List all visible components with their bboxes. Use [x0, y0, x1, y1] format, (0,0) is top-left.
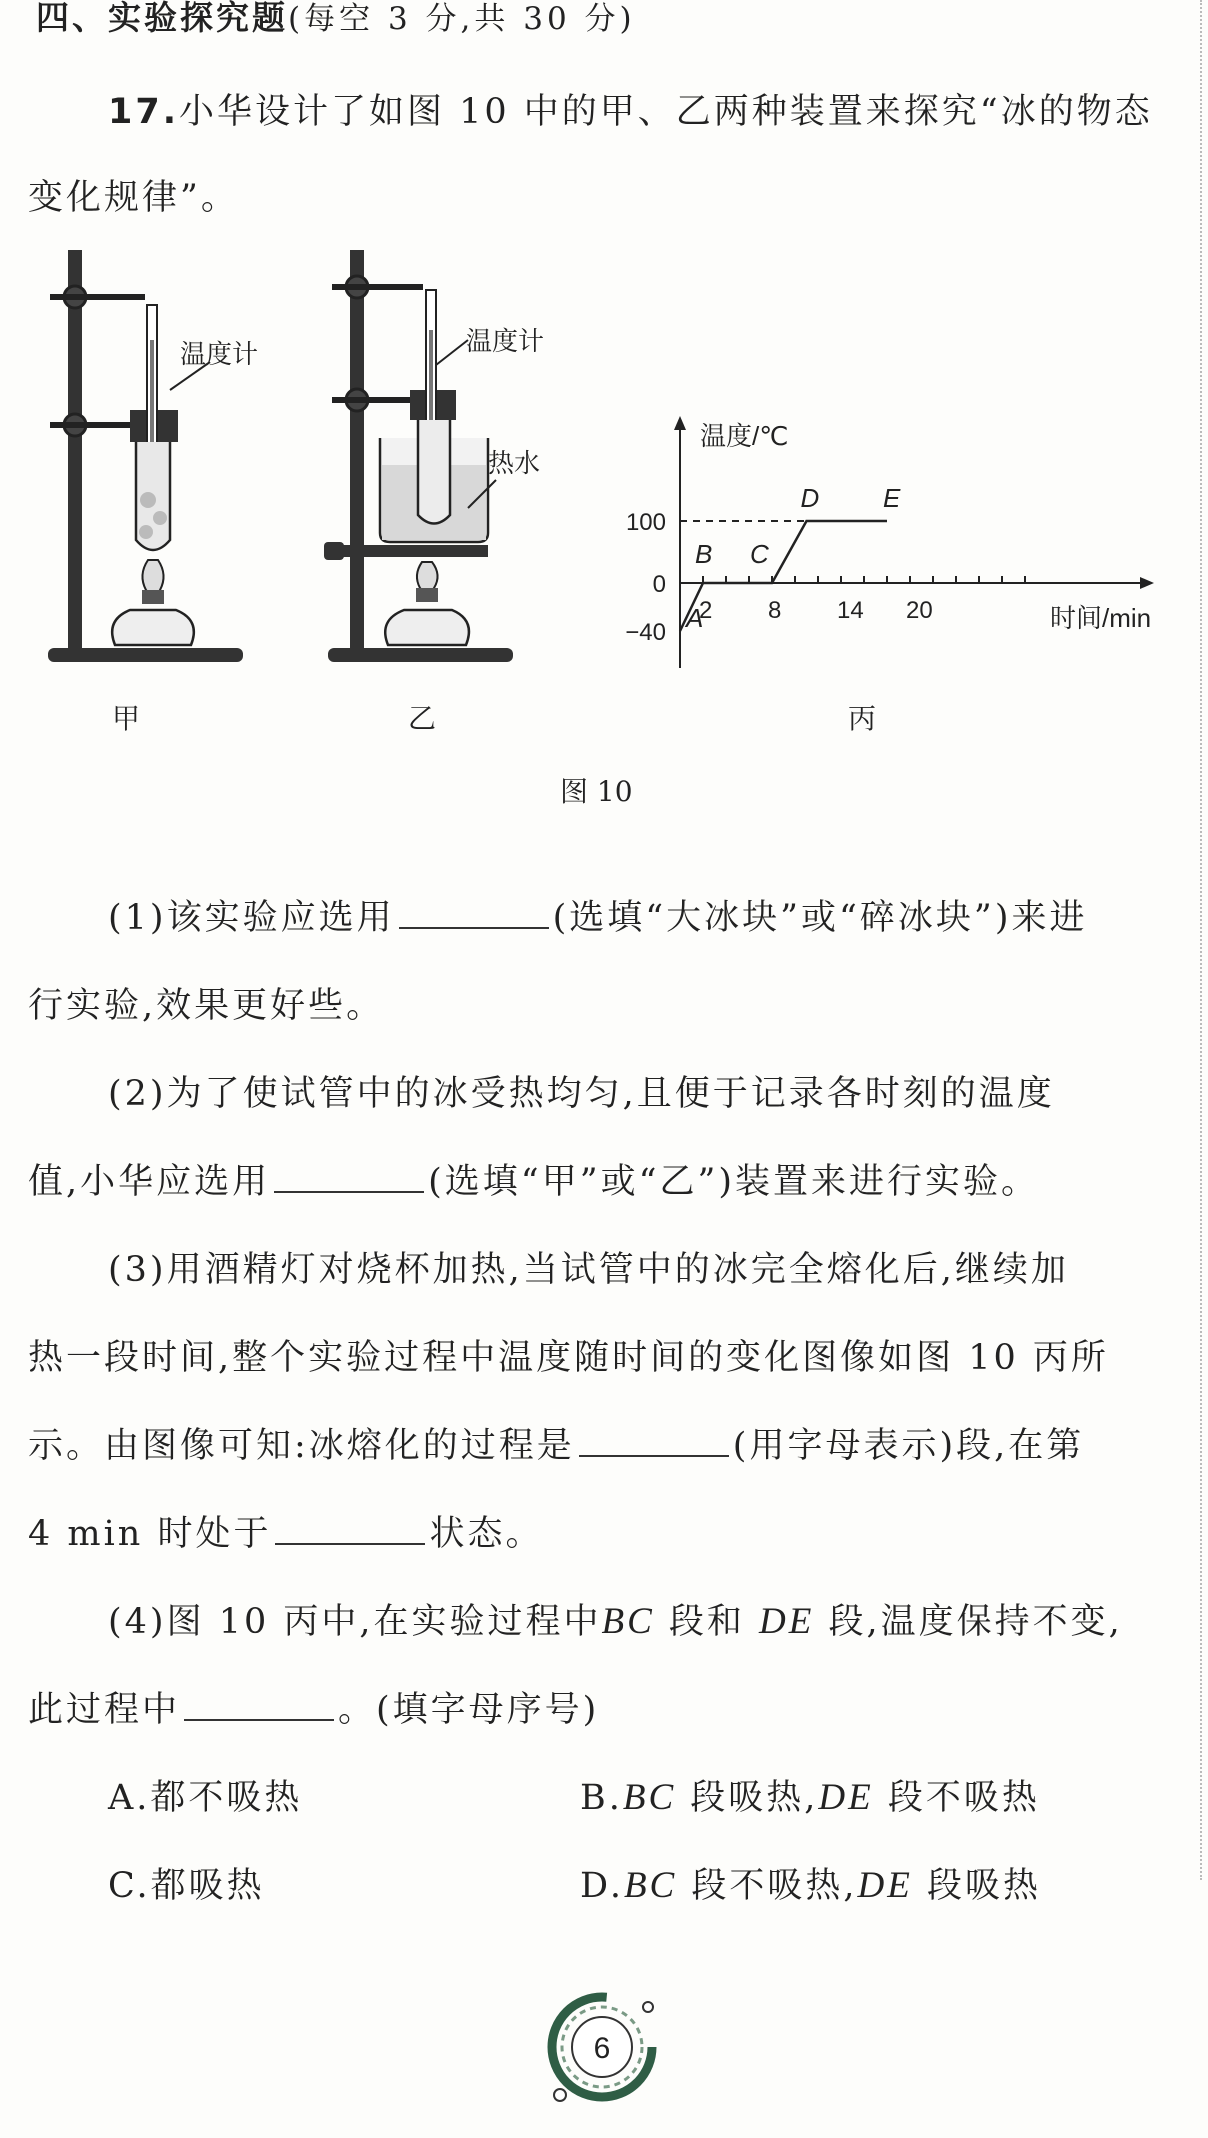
part-4-line2 — [28, 1682, 599, 1732]
figure-caption: 图 10 — [560, 775, 633, 808]
question-stem-line2: 变化规律”。 — [28, 178, 239, 218]
y-tick-label: 100 — [625, 509, 666, 536]
option-d-t1: 段不吸热, — [677, 1866, 858, 1906]
part-3-line2: 热一段时间,整个实验过程中温度随时间的变化图像如图 10 丙所 — [28, 1338, 1109, 1378]
x-tick-label: 8 — [768, 597, 782, 624]
part-4-text-b: 段,温度保持不变, — [814, 1602, 1123, 1642]
part-1-blank[interactable] — [399, 897, 549, 929]
part-2-text-c: (选填“甲”或“乙”)装置来进行实验。 — [428, 1162, 1040, 1202]
x-tick-label: 2 — [699, 597, 713, 624]
part-4-and: 段和 — [654, 1602, 760, 1642]
apparatus-yi — [318, 250, 578, 670]
option-c-text: 都吸热 — [150, 1866, 265, 1906]
section-title: 四、实验探究题 — [36, 0, 288, 37]
part-4-text-d: 。(填字母序号) — [338, 1690, 600, 1730]
x-tick-label: 20 — [906, 597, 933, 624]
section-points: (每空 3 分,共 30 分) — [288, 1, 636, 37]
part-2-text-b: 值,小华应选用 — [28, 1162, 271, 1202]
segment-de: DE — [759, 1601, 815, 1642]
part-3-text-f: 状态。 — [429, 1514, 544, 1554]
option-b[interactable] — [580, 1770, 1040, 1820]
option-b-seg1: BC — [622, 1777, 677, 1818]
point-label-b: B — [695, 539, 713, 569]
part-3-line4 — [28, 1506, 543, 1556]
option-c[interactable] — [108, 1858, 265, 1908]
jia-label: 甲 — [112, 702, 141, 735]
part-3-text-e: 4 min 时处于 — [28, 1514, 272, 1554]
page-number: 6 — [593, 2032, 611, 2065]
part-3-line1: (3)用酒精灯对烧杯加热,当试管中的冰完全熔化后,继续加 — [108, 1250, 1069, 1290]
point-label-c: C — [750, 539, 769, 569]
option-b-letter: B. — [580, 1778, 623, 1818]
part-1-line1 — [108, 890, 1087, 940]
question-stem-line1 — [108, 84, 1153, 134]
y-tick-label: −40 — [625, 619, 666, 646]
option-a-text: 都不吸热 — [150, 1778, 303, 1818]
page-number-badge — [540, 1985, 670, 2115]
part-2-line1: (2)为了使试管中的冰受热均匀,且便于记录各时刻的温度 — [108, 1074, 1055, 1114]
x-axis-label: 时间/min — [1050, 603, 1152, 633]
part-3-blank-2[interactable] — [275, 1513, 425, 1545]
yi-label: 乙 — [408, 702, 437, 735]
part-3-text-c: 示。由图像可知:冰熔化的过程是 — [28, 1426, 575, 1466]
y-axis-label: 温度/℃ — [700, 421, 789, 451]
option-a-letter: A. — [108, 1778, 151, 1818]
apparatus-jia — [30, 250, 260, 670]
part-4-blank[interactable] — [184, 1689, 334, 1721]
part-2-line2 — [28, 1154, 1039, 1204]
margin-rule — [1200, 0, 1202, 1880]
option-d-seg1: BC — [623, 1865, 678, 1906]
point-label-d: D — [800, 483, 820, 513]
option-d-seg2: DE — [857, 1865, 913, 1906]
y-tick-label: 0 — [652, 571, 666, 598]
bing-label: 丙 — [848, 702, 877, 735]
option-d[interactable] — [580, 1858, 1041, 1908]
part-2-blank[interactable] — [274, 1161, 424, 1193]
option-a[interactable] — [108, 1770, 302, 1820]
part-1-text-b: (选填“大冰块”或“碎冰块”)来进 — [552, 898, 1088, 938]
part-1-text-a: (1)该实验应选用 — [108, 898, 395, 938]
part-3-line3 — [28, 1418, 1084, 1468]
section-header — [36, 0, 636, 39]
point-label-e: E — [883, 483, 901, 513]
option-b-t2: 段不吸热 — [873, 1778, 1040, 1818]
option-c-letter: C. — [108, 1866, 151, 1906]
yi-water-label: 热水 — [488, 448, 541, 478]
question-stem-text: 小华设计了如图 10 中的甲、乙两种装置来探究“冰的物态 — [179, 92, 1153, 132]
temperature-time-graph — [580, 410, 1180, 680]
y-axis-arrow — [674, 416, 686, 430]
segment-bc: BC — [601, 1601, 655, 1642]
x-axis-arrow — [1140, 577, 1154, 589]
part-4-line1 — [108, 1594, 1123, 1644]
question-number: 17. — [108, 92, 180, 132]
part-3-blank-1[interactable] — [579, 1425, 729, 1457]
option-d-letter: D. — [580, 1866, 624, 1906]
part-1-line2: 行实验,效果更好些。 — [28, 986, 385, 1026]
option-d-t2: 段吸热 — [912, 1866, 1041, 1906]
jia-thermometer-label: 温度计 — [180, 339, 259, 369]
part-4-text-a: (4)图 10 丙中,在实验过程中 — [108, 1602, 602, 1642]
x-tick-label: 14 — [837, 597, 864, 624]
option-b-t1: 段吸热, — [676, 1778, 819, 1818]
part-4-text-c: 此过程中 — [28, 1690, 181, 1730]
point-label-a: A — [686, 603, 704, 633]
part-3-text-d: (用字母表示)段,在第 — [732, 1426, 1085, 1466]
option-b-seg2: DE — [818, 1777, 874, 1818]
yi-thermometer-label: 温度计 — [466, 326, 545, 356]
